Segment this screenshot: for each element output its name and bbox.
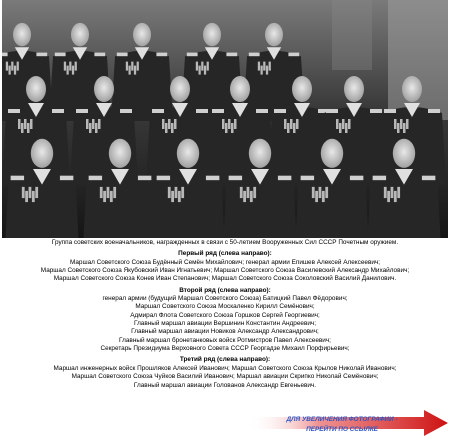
- shoulder-board-shape: [55, 53, 66, 57]
- medal-shape: [400, 119, 403, 129]
- shoulder-board-shape: [350, 176, 363, 180]
- medal-shape: [27, 123, 30, 133]
- medal-shape: [110, 191, 113, 202]
- medal-shape: [284, 119, 287, 129]
- medal-shape: [175, 187, 178, 198]
- medal-shape: [32, 191, 35, 202]
- medal-shape: [134, 66, 136, 75]
- shoulder-board-shape: [52, 109, 64, 113]
- medal-shape: [95, 123, 98, 133]
- face-shape: [249, 139, 271, 168]
- row3-line: Главный маршал авиации Голованов Александр Евгеньевич.: [133, 381, 317, 389]
- shoulder-board-shape: [76, 109, 88, 113]
- medal-shape: [6, 62, 8, 71]
- enlarge-link-line2[interactable]: ПЕРЕЙТИ ПО ССЫЛКЕ: [306, 426, 378, 433]
- medal-shape: [25, 191, 28, 202]
- row1-header: Первый ряд (слева направо):: [178, 250, 272, 258]
- medal-shape: [168, 119, 171, 129]
- shoulder-board-shape: [373, 176, 386, 180]
- medal-shape: [391, 187, 394, 198]
- medal-shape: [325, 187, 328, 198]
- face-shape: [292, 76, 312, 102]
- shoulder-board-shape: [301, 176, 314, 180]
- medal-shape: [296, 119, 299, 129]
- row2-line: Адмирал Флота Советского Союза Горшков Сергей Георгиевич;: [130, 311, 320, 319]
- medal-shape: [204, 66, 206, 75]
- medal-shape: [250, 191, 253, 202]
- shoulder-board-shape: [212, 109, 224, 113]
- medal-shape: [72, 66, 74, 75]
- face-shape: [393, 139, 415, 168]
- face-shape: [109, 139, 131, 168]
- medal-shape: [21, 123, 24, 133]
- medal-shape: [315, 191, 318, 202]
- row1-line: Маршал Советского Союза Конев Иван Степанович; Маршал Советского Союза Соколовский Василий Данилович.: [53, 275, 397, 283]
- medal-shape: [240, 187, 243, 198]
- medal-shape: [394, 119, 397, 129]
- medal-shape: [339, 123, 342, 133]
- medal-shape: [35, 187, 38, 198]
- medal-shape: [30, 119, 33, 129]
- medal-shape: [266, 66, 268, 75]
- shoulder-board-shape: [60, 176, 73, 180]
- shoulder-board-shape: [256, 109, 268, 113]
- medal-shape: [403, 123, 406, 133]
- face-shape: [133, 23, 151, 46]
- shoulder-board-shape: [89, 176, 102, 180]
- medal-shape: [129, 66, 131, 75]
- medal-shape: [394, 191, 397, 202]
- medal-shape: [247, 187, 250, 198]
- medal-shape: [293, 123, 296, 133]
- medal-shape: [98, 119, 101, 129]
- shoulder-board-shape: [326, 109, 338, 113]
- medal-shape: [107, 187, 110, 198]
- shoulder-board-shape: [206, 176, 219, 180]
- shoulder-board-shape: [120, 109, 132, 113]
- shoulder-board-shape: [156, 53, 167, 57]
- medal-shape: [162, 119, 165, 129]
- medal-shape: [11, 62, 13, 71]
- medal-shape: [22, 187, 25, 198]
- medal-shape: [165, 123, 168, 133]
- medal-shape: [261, 66, 263, 75]
- medal-shape: [24, 119, 27, 129]
- enlarge-link-line1[interactable]: ДЛЯ УВЕЛИЧЕНИЯ ФОТОГРАФИИ -: [286, 416, 398, 423]
- shoulder-board-shape: [428, 109, 440, 113]
- shoulder-board-shape: [422, 176, 435, 180]
- shoulder-board-shape: [288, 53, 299, 57]
- medal-shape: [18, 119, 21, 129]
- medal-shape: [113, 187, 116, 198]
- medal-shape: [263, 62, 265, 71]
- medal-shape: [196, 62, 198, 71]
- medal-shape: [126, 62, 128, 71]
- face-shape: [402, 76, 422, 102]
- shoulder-board-shape: [152, 109, 164, 113]
- face-shape: [321, 139, 343, 168]
- face-shape: [177, 139, 199, 168]
- medal-shape: [171, 191, 174, 202]
- medal-shape: [234, 119, 237, 129]
- medal-shape: [397, 187, 400, 198]
- shoulder-board-shape: [249, 53, 260, 57]
- medal-shape: [17, 62, 19, 71]
- shoulder-board-shape: [94, 53, 105, 57]
- shoulder-board-shape: [2, 53, 8, 57]
- enlarge-link-text[interactable]: [254, 415, 430, 435]
- medal-shape: [100, 187, 103, 198]
- shoulder-board-shape: [274, 109, 286, 113]
- medal-shape: [319, 187, 322, 198]
- row1-line: Маршал Советского Союза Будённый Семён Михайлович; генерал армии Епишев Алексей Алексеевич;: [69, 258, 381, 266]
- medal-shape: [312, 187, 315, 198]
- medal-shape: [64, 62, 66, 71]
- medal-shape: [387, 191, 390, 202]
- face-shape: [71, 23, 89, 46]
- caption-title: Группа советских военачальников, награжденных в связи с 50-летием Вооруженных Сил СССР Почетным оружием.: [51, 239, 399, 246]
- medal-shape: [225, 123, 228, 133]
- shoulder-board-shape: [157, 176, 170, 180]
- medal-shape: [348, 119, 351, 129]
- shoulder-board-shape: [8, 109, 20, 113]
- row3-line: Маршал Советского Союза Чуйков Василий Иванович; Маршал авиации Скрипко Николай Семёнович;: [71, 373, 379, 381]
- medal-shape: [397, 123, 400, 133]
- face-shape: [13, 23, 31, 46]
- medal-shape: [174, 119, 177, 129]
- medal-shape: [258, 62, 260, 71]
- shoulder-board-shape: [370, 109, 382, 113]
- medal-shape: [131, 62, 133, 71]
- medal-shape: [322, 191, 325, 202]
- medal-shape: [29, 187, 32, 198]
- medal-shape: [199, 66, 201, 75]
- medal-shape: [336, 119, 339, 129]
- shoulder-board-shape: [226, 53, 237, 57]
- shoulder-board-shape: [278, 176, 291, 180]
- row2-line: генерал армии (будущий Маршал Советского Союза) Батицкий Павел Фёдорович;: [102, 295, 348, 303]
- medal-shape: [137, 62, 139, 71]
- face-shape: [170, 76, 190, 102]
- medal-shape: [287, 123, 290, 133]
- medal-shape: [69, 62, 71, 71]
- medal-shape: [290, 119, 293, 129]
- face-shape: [230, 76, 250, 102]
- face-shape: [344, 76, 364, 102]
- row2-line: Главный маршал авиации Вершинин Константин Андреевич;: [133, 320, 317, 328]
- medal-shape: [9, 66, 11, 75]
- medal-shape: [103, 191, 106, 202]
- shoulder-board-shape: [384, 109, 396, 113]
- shoulder-board-shape: [11, 176, 24, 180]
- medal-shape: [231, 123, 234, 133]
- medal-shape: [253, 187, 256, 198]
- medal-shape: [86, 119, 89, 129]
- medal-shape: [243, 191, 246, 202]
- photo-caption: [0, 239, 450, 390]
- shoulder-board-shape: [196, 109, 208, 113]
- shoulder-board-shape: [138, 176, 151, 180]
- medal-shape: [228, 119, 231, 129]
- medal-shape: [207, 62, 209, 71]
- face-shape: [31, 139, 53, 168]
- shoulder-board-shape: [117, 53, 128, 57]
- row2-line: Главный маршал авиации Новиков Александр Александрович;: [131, 328, 319, 336]
- medal-shape: [178, 191, 181, 202]
- row2-line: Секретарь Президиума Верховного Совета СССР Георгадзе Михаил Порфирьевич;: [100, 345, 350, 353]
- medal-shape: [67, 66, 69, 75]
- enlarge-photo-link[interactable]: [248, 410, 448, 436]
- medal-shape: [222, 119, 225, 129]
- medal-shape: [406, 119, 409, 129]
- medal-shape: [201, 62, 203, 71]
- row2-header: Второй ряд (слева направо):: [179, 286, 271, 294]
- medal-shape: [269, 62, 271, 71]
- face-shape: [94, 76, 114, 102]
- shoulder-board-shape: [229, 176, 242, 180]
- face-shape: [203, 23, 221, 46]
- medal-shape: [89, 123, 92, 133]
- medal-shape: [181, 187, 184, 198]
- medal-shape: [342, 119, 345, 129]
- medal-shape: [384, 187, 387, 198]
- shoulder-board-shape: [36, 53, 47, 57]
- medal-shape: [14, 66, 16, 75]
- group-portrait-photo[interactable]: [2, 0, 448, 238]
- shoulder-board-shape: [187, 53, 198, 57]
- face-shape: [26, 76, 46, 102]
- row1-line: Маршал Советского Союза Якубовский Иван Игнатьевич; Маршал Советского Союза Василевский Александр Михайлович;: [40, 267, 410, 275]
- row3-header: Третий ряд (слева направо):: [179, 356, 271, 364]
- medal-shape: [171, 123, 174, 133]
- medal-shape: [75, 62, 77, 71]
- row2-line: Главный маршал бронетанковых войск Ротмистров Павел Алексеевич;: [119, 336, 331, 344]
- row2-line: Маршал Советского Союза Москаленко Кирилл Семёнович;: [135, 303, 315, 311]
- medal-shape: [345, 123, 348, 133]
- face-shape: [265, 23, 283, 46]
- row3-line: Маршал инженерных войск Прошляков Алексей Иванович; Маршал Советского Союза Крылов Николай Иванович;: [53, 364, 397, 372]
- medal-shape: [168, 187, 171, 198]
- medal-shape: [92, 119, 95, 129]
